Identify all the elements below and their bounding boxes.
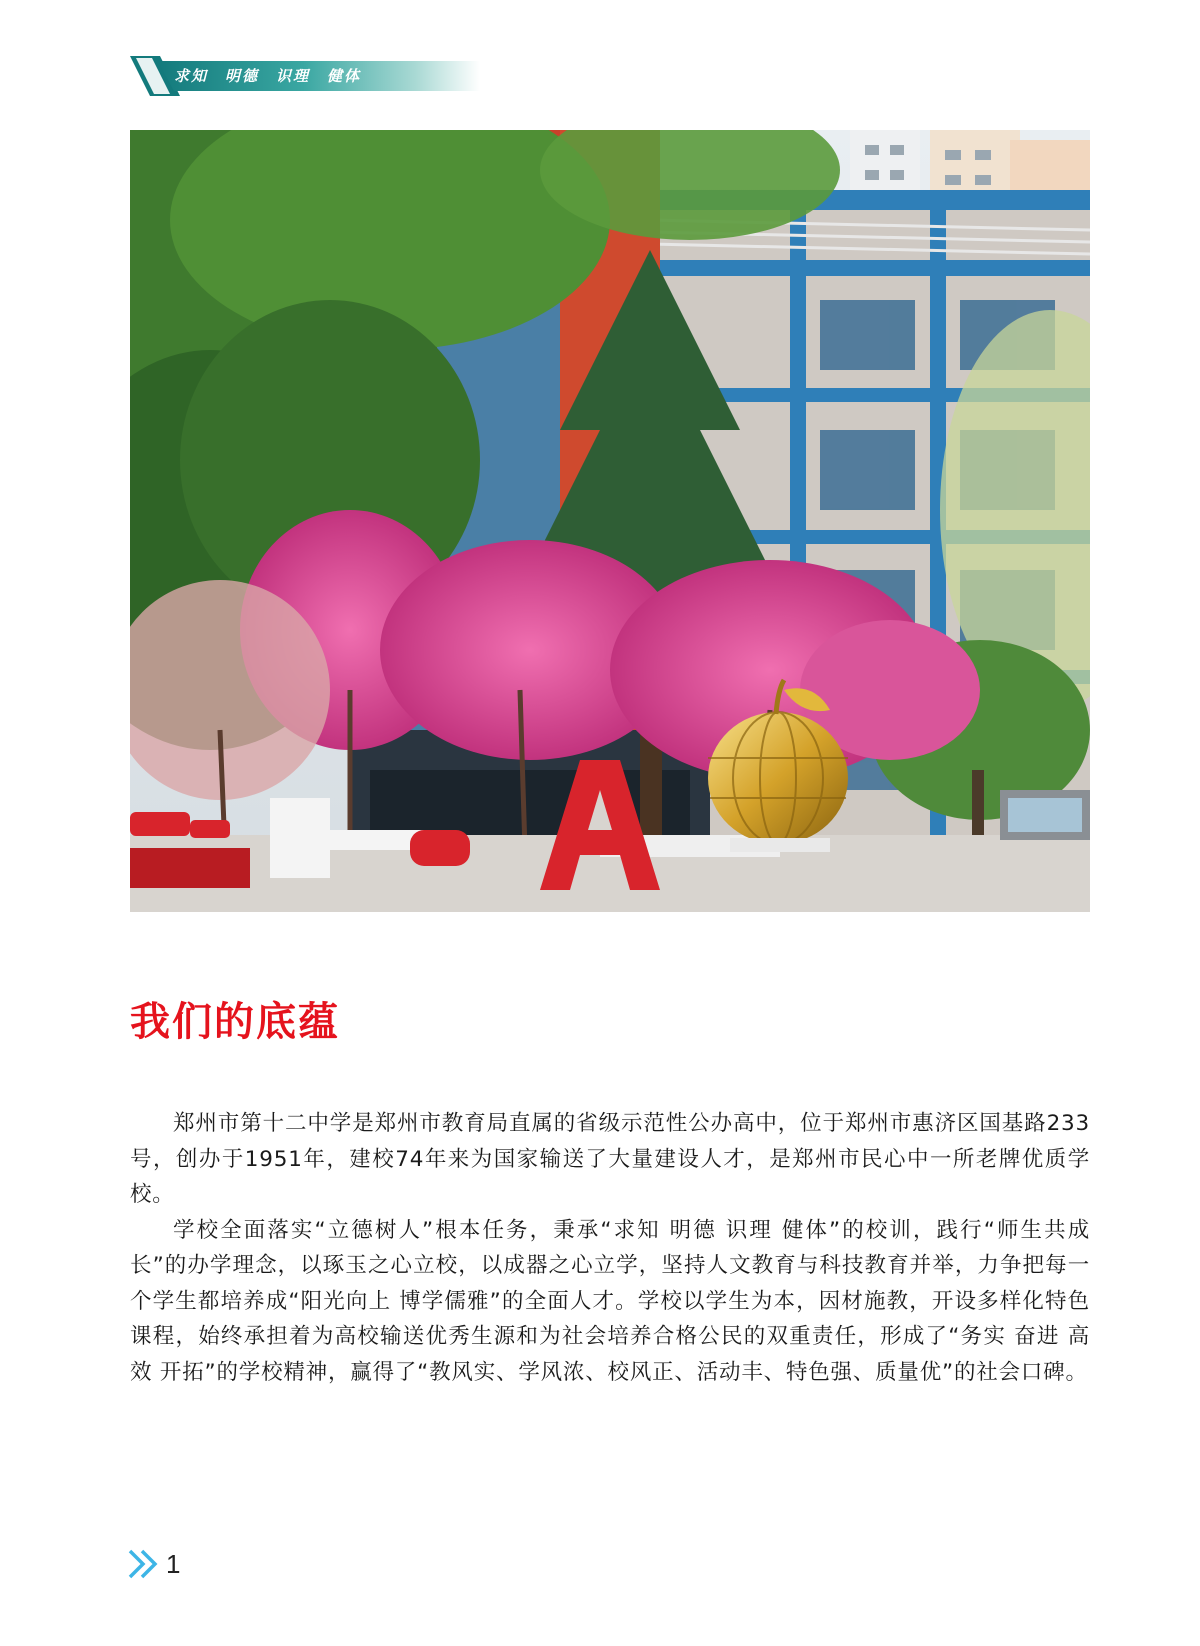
- body-text: [130, 1106, 1090, 1390]
- double-chevron-icon: [128, 1549, 162, 1579]
- campus-photo-icon: [130, 130, 1090, 912]
- school-motto: 求知 明德 识理 健体: [174, 67, 362, 85]
- campus-photo: [130, 130, 1090, 912]
- paragraph-intro: 郑州市第十二中学是郑州市教育局直属的省级示范性公办高中，位于郑州市惠济区国基路233号，创办于1951年，建校74年来为国家输送了大量建设人才，是郑州市民心中一所老牌优质学校。: [130, 1111, 1090, 1207]
- section-title: 我们的底蕴: [130, 999, 340, 1045]
- page-footer: [128, 1546, 180, 1582]
- page-number: 1: [166, 1548, 181, 1579]
- paragraph-philosophy: 学校全面落实“立德树人”根本任务，秉承“求知 明德 识理 健体”的校训，践行“师生共成长”的办学理念，以琢玉之心立校，以成器之心立学，坚持人文教育与科技教育并举，力争把每一个学生都培养成“阳光向上 博学儒雅”的全面人才。学校以学生为本，因材施教，开设多样化特色课程，始终承担着为高校输送优秀生源和为社会培养合格公民的双重责任，形成了“务实 奋进 高效 开拓”的学校精神，赢得了“教风实、学风浓、校风正、活动丰、特色强、质量优”的社会口碑。: [130, 1217, 1090, 1385]
- motto-banner: [130, 56, 480, 96]
